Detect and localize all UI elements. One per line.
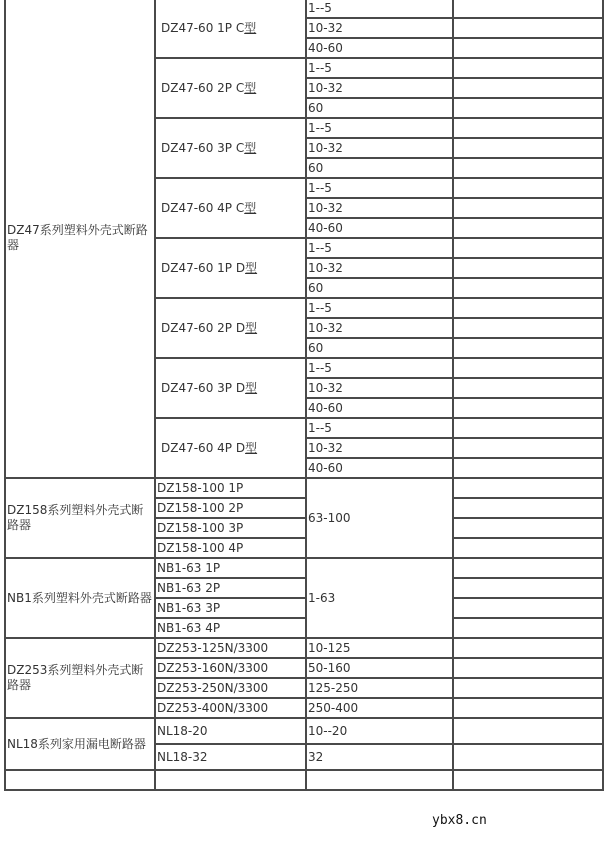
watermark: ybx8.cn	[432, 813, 487, 828]
current-range-cell: 40-60	[306, 398, 453, 418]
current-range-cell: 1--5	[306, 118, 453, 138]
empty-cell	[453, 398, 603, 418]
model-cell	[155, 744, 306, 770]
series-name-cell: NL18系列家用漏电断路器	[5, 718, 155, 770]
model-name: DZ253-400N/3300	[157, 700, 269, 715]
model-cell	[155, 718, 306, 744]
current-range-cell: 10-32	[306, 258, 453, 278]
model-cell	[155, 598, 306, 618]
empty-cell	[453, 578, 603, 598]
empty-cell	[453, 378, 603, 398]
model-name: NL18-32	[157, 749, 208, 764]
model-cell	[155, 558, 306, 578]
empty-cell	[453, 698, 603, 718]
model-cell	[155, 618, 306, 638]
model-name: DZ158-100 4P	[157, 540, 244, 555]
model-cell	[155, 298, 306, 358]
series-name-cell: DZ47系列塑料外壳式断路器	[5, 0, 155, 478]
empty-cell	[453, 258, 603, 278]
model-name: DZ47-60 4P D	[161, 440, 246, 455]
model-type-link[interactable]: 型	[244, 80, 257, 95]
model-name: NB1-63 1P	[157, 560, 221, 575]
current-range-cell: 10-32	[306, 318, 453, 338]
model-cell	[155, 518, 306, 538]
empty-cell	[453, 538, 603, 558]
model-cell	[155, 178, 306, 238]
model-cell	[155, 678, 306, 698]
model-name: DZ253-250N/3300	[157, 680, 269, 695]
empty-cell	[453, 418, 603, 438]
current-range-cell: 10-32	[306, 438, 453, 458]
table-row	[5, 718, 603, 744]
empty-cell	[453, 318, 603, 338]
table-row	[5, 478, 603, 498]
empty-cell	[453, 558, 603, 578]
model-name: NB1-63 3P	[157, 600, 221, 615]
empty-cell	[453, 678, 603, 698]
empty-cell	[453, 618, 603, 638]
empty-cell	[453, 18, 603, 38]
model-name: DZ253-160N/3300	[157, 660, 269, 675]
model-cell	[155, 498, 306, 518]
model-name: NB1-63 2P	[157, 580, 221, 595]
model-name: DZ158-100 3P	[157, 520, 244, 535]
current-range-cell: 10-32	[306, 78, 453, 98]
current-range-cell: 250-400	[306, 698, 453, 718]
model-type-link[interactable]: 型	[245, 320, 258, 335]
current-range-cell: 1--5	[306, 238, 453, 258]
empty-cell	[306, 770, 453, 790]
model-type-link[interactable]: 型	[245, 380, 258, 395]
current-range-cell: 1--5	[306, 418, 453, 438]
current-range-cell: 60	[306, 278, 453, 298]
model-name: DZ47-60 2P D	[161, 320, 246, 335]
table-row	[5, 0, 603, 18]
model-cell	[155, 698, 306, 718]
empty-cell	[5, 770, 155, 790]
current-range-cell: 1--5	[306, 358, 453, 378]
series-name-cell: DZ158系列塑料外壳式断路器	[5, 478, 155, 558]
model-name: DZ158-100 1P	[157, 480, 244, 495]
current-range-cell: 10--20	[306, 718, 453, 744]
current-range-cell: 1--5	[306, 0, 453, 18]
empty-cell	[453, 338, 603, 358]
empty-cell	[453, 298, 603, 318]
table-row	[5, 558, 603, 578]
table-row	[5, 638, 603, 658]
current-range-cell: 10-32	[306, 198, 453, 218]
model-cell	[155, 478, 306, 498]
model-name: DZ47-60 3P C	[161, 140, 245, 155]
current-range-cell: 32	[306, 744, 453, 770]
breaker-table	[4, 0, 604, 791]
model-type-link[interactable]: 型	[245, 440, 258, 455]
empty-cell	[453, 638, 603, 658]
current-range-cell: 50-160	[306, 658, 453, 678]
model-name: DZ253-125N/3300	[157, 640, 269, 655]
model-cell	[155, 0, 306, 58]
model-cell	[155, 538, 306, 558]
series-name-cell: DZ253系列塑料外壳式断路器	[5, 638, 155, 718]
model-name: NL18-20	[157, 723, 208, 738]
empty-cell	[453, 598, 603, 618]
model-type-link[interactable]: 型	[244, 200, 257, 215]
current-range-cell: 60	[306, 158, 453, 178]
model-cell	[155, 418, 306, 478]
current-range-cell: 1--5	[306, 298, 453, 318]
empty-cell	[453, 0, 603, 18]
current-range-cell: 60	[306, 338, 453, 358]
current-range-cell: 1--5	[306, 178, 453, 198]
empty-cell	[453, 458, 603, 478]
empty-cell	[453, 178, 603, 198]
current-range-cell: 63-100	[306, 478, 453, 558]
current-range-cell: 60	[306, 98, 453, 118]
model-name: NB1-63 4P	[157, 620, 221, 635]
model-type-link[interactable]: 型	[245, 260, 258, 275]
empty-cell	[155, 770, 306, 790]
model-cell	[155, 118, 306, 178]
model-name: DZ47-60 3P D	[161, 380, 246, 395]
current-range-cell: 10-32	[306, 378, 453, 398]
model-cell	[155, 58, 306, 118]
empty-cell	[453, 198, 603, 218]
empty-cell	[453, 518, 603, 538]
current-range-cell: 1-63	[306, 558, 453, 638]
model-name: DZ47-60 2P C	[161, 80, 245, 95]
table-row	[5, 770, 603, 790]
empty-cell	[453, 278, 603, 298]
current-range-cell: 10-125	[306, 638, 453, 658]
model-type-link[interactable]: 型	[244, 20, 257, 35]
empty-cell	[453, 138, 603, 158]
model-cell	[155, 578, 306, 598]
model-name: DZ47-60 1P C	[161, 20, 245, 35]
empty-cell	[453, 498, 603, 518]
empty-cell	[453, 158, 603, 178]
model-name: DZ158-100 2P	[157, 500, 244, 515]
model-cell	[155, 658, 306, 678]
current-range-cell: 10-32	[306, 138, 453, 158]
empty-cell	[453, 238, 603, 258]
empty-cell	[453, 770, 603, 790]
model-name: DZ47-60 1P D	[161, 260, 246, 275]
empty-cell	[453, 58, 603, 78]
model-type-link[interactable]: 型	[244, 140, 257, 155]
empty-cell	[453, 218, 603, 238]
empty-cell	[453, 118, 603, 138]
current-range-cell: 10-32	[306, 18, 453, 38]
empty-cell	[453, 358, 603, 378]
current-range-cell: 40-60	[306, 458, 453, 478]
model-name: DZ47-60 4P C	[161, 200, 245, 215]
model-cell	[155, 238, 306, 298]
empty-cell	[453, 744, 603, 770]
current-range-cell: 1--5	[306, 58, 453, 78]
empty-cell	[453, 98, 603, 118]
empty-cell	[453, 78, 603, 98]
model-cell	[155, 638, 306, 658]
empty-cell	[453, 38, 603, 58]
empty-cell	[453, 718, 603, 744]
series-name-cell: NB1系列塑料外壳式断路器	[5, 558, 155, 638]
empty-cell	[453, 658, 603, 678]
empty-cell	[453, 478, 603, 498]
empty-cell	[453, 438, 603, 458]
current-range-cell: 40-60	[306, 38, 453, 58]
current-range-cell: 125-250	[306, 678, 453, 698]
current-range-cell: 40-60	[306, 218, 453, 238]
model-cell	[155, 358, 306, 418]
